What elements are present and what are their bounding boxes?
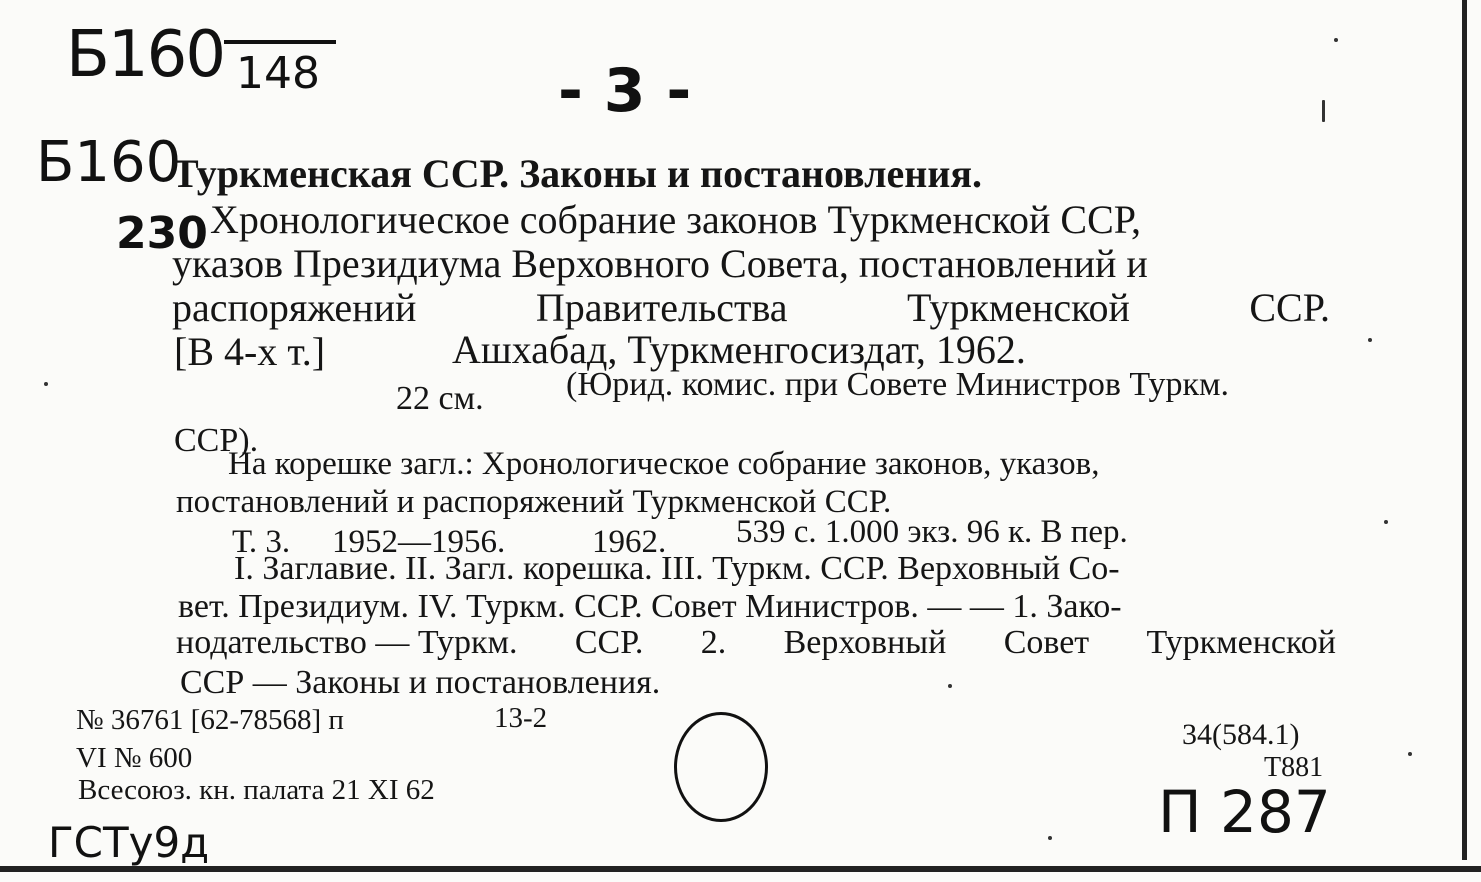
tracing-line-2: вет. Президиум. IV. Туркм. ССР. Совет Министров. — — 1. Зако-	[178, 588, 1122, 625]
note-line-1: На корешке загл.: Хронологическое собрание законов, указов,	[228, 446, 1100, 482]
title-word: Туркменской	[907, 285, 1130, 330]
class-number: 34(584.1)	[1182, 718, 1300, 751]
volume-details: 539 с. 1.000 экз. 96 к. В пер.	[736, 514, 1128, 550]
title-line-1: Хронологическое собрание законов Туркменской ССР,	[210, 197, 1141, 242]
tracing-word: нодательство — Туркм.	[176, 624, 518, 661]
handwritten-call-letter: Б160	[36, 130, 182, 195]
author-mark: Т881	[1264, 752, 1324, 783]
card-right-edge	[1462, 0, 1467, 860]
title-word: Правительства	[535, 285, 788, 330]
handwritten-call-number: 230	[116, 208, 208, 259]
tracing-word: Верховный	[783, 624, 947, 661]
tracing-word: 2.	[700, 624, 727, 661]
scan-speck	[1322, 100, 1325, 122]
handwritten-bottom-left: ГСТу9д	[48, 818, 210, 867]
title-line-2: указов Президиума Верховного Совета, постановлений и	[172, 241, 1148, 286]
tracing-line-3	[176, 624, 1336, 662]
scan-speck	[948, 684, 952, 688]
book-chamber: Всесоюз. кн. палата 21 XI 62	[78, 774, 435, 806]
note-line-2: постановлений и распоряжений Туркменской ССР.	[176, 484, 892, 520]
handwritten-shelf-mark: Б160	[66, 18, 225, 92]
registry-code: 13-2	[494, 702, 548, 734]
vi-number: VI № 600	[76, 742, 193, 774]
scan-speck	[1408, 752, 1412, 756]
scan-speck	[1368, 338, 1372, 342]
series-cont: ССР).	[174, 422, 259, 459]
registry-number: № 36761 [62-78568] п	[76, 704, 344, 736]
series: (Юрид. комис. при Совете Министров Туркм.	[566, 366, 1230, 403]
tracing-word: Туркменской	[1146, 624, 1336, 661]
tracing-line-4: ССР — Законы и постановления.	[180, 664, 661, 701]
tracing-line-1: I. Заглавие. II. Загл. корешка. III. Туркм. ССР. Верховный Со-	[234, 550, 1120, 587]
handwritten-shelf-number: 148	[236, 48, 320, 99]
title-word: распоряжений	[172, 285, 417, 330]
volume-year: 1962.	[592, 524, 667, 560]
volume-years: 1952—1956.	[332, 524, 506, 560]
title-line-3	[172, 284, 1330, 331]
punch-hole	[674, 712, 768, 822]
tracing-word: ССР.	[574, 624, 644, 661]
handwritten-page-mark: - 3 -	[558, 56, 692, 126]
scan-speck	[44, 382, 48, 386]
shelf-fraction-line	[224, 40, 336, 44]
volume-number: Т. 3.	[232, 524, 291, 560]
imprint: Ашхабад, Туркменгосиздат, 1962.	[452, 327, 1026, 372]
handwritten-bottom-right: П 287	[1158, 778, 1331, 846]
volume-count: [В 4-х т.]	[174, 329, 326, 374]
size: 22 см.	[396, 380, 484, 417]
scan-speck	[1048, 836, 1052, 840]
tracing-word: Совет	[1003, 624, 1090, 661]
card-bottom-edge	[0, 866, 1481, 872]
entry-heading: Туркменская ССР. Законы и постановления.	[172, 151, 983, 196]
title-word: ССР.	[1249, 285, 1330, 330]
scan-speck	[1334, 38, 1338, 42]
scan-speck	[1384, 520, 1388, 524]
